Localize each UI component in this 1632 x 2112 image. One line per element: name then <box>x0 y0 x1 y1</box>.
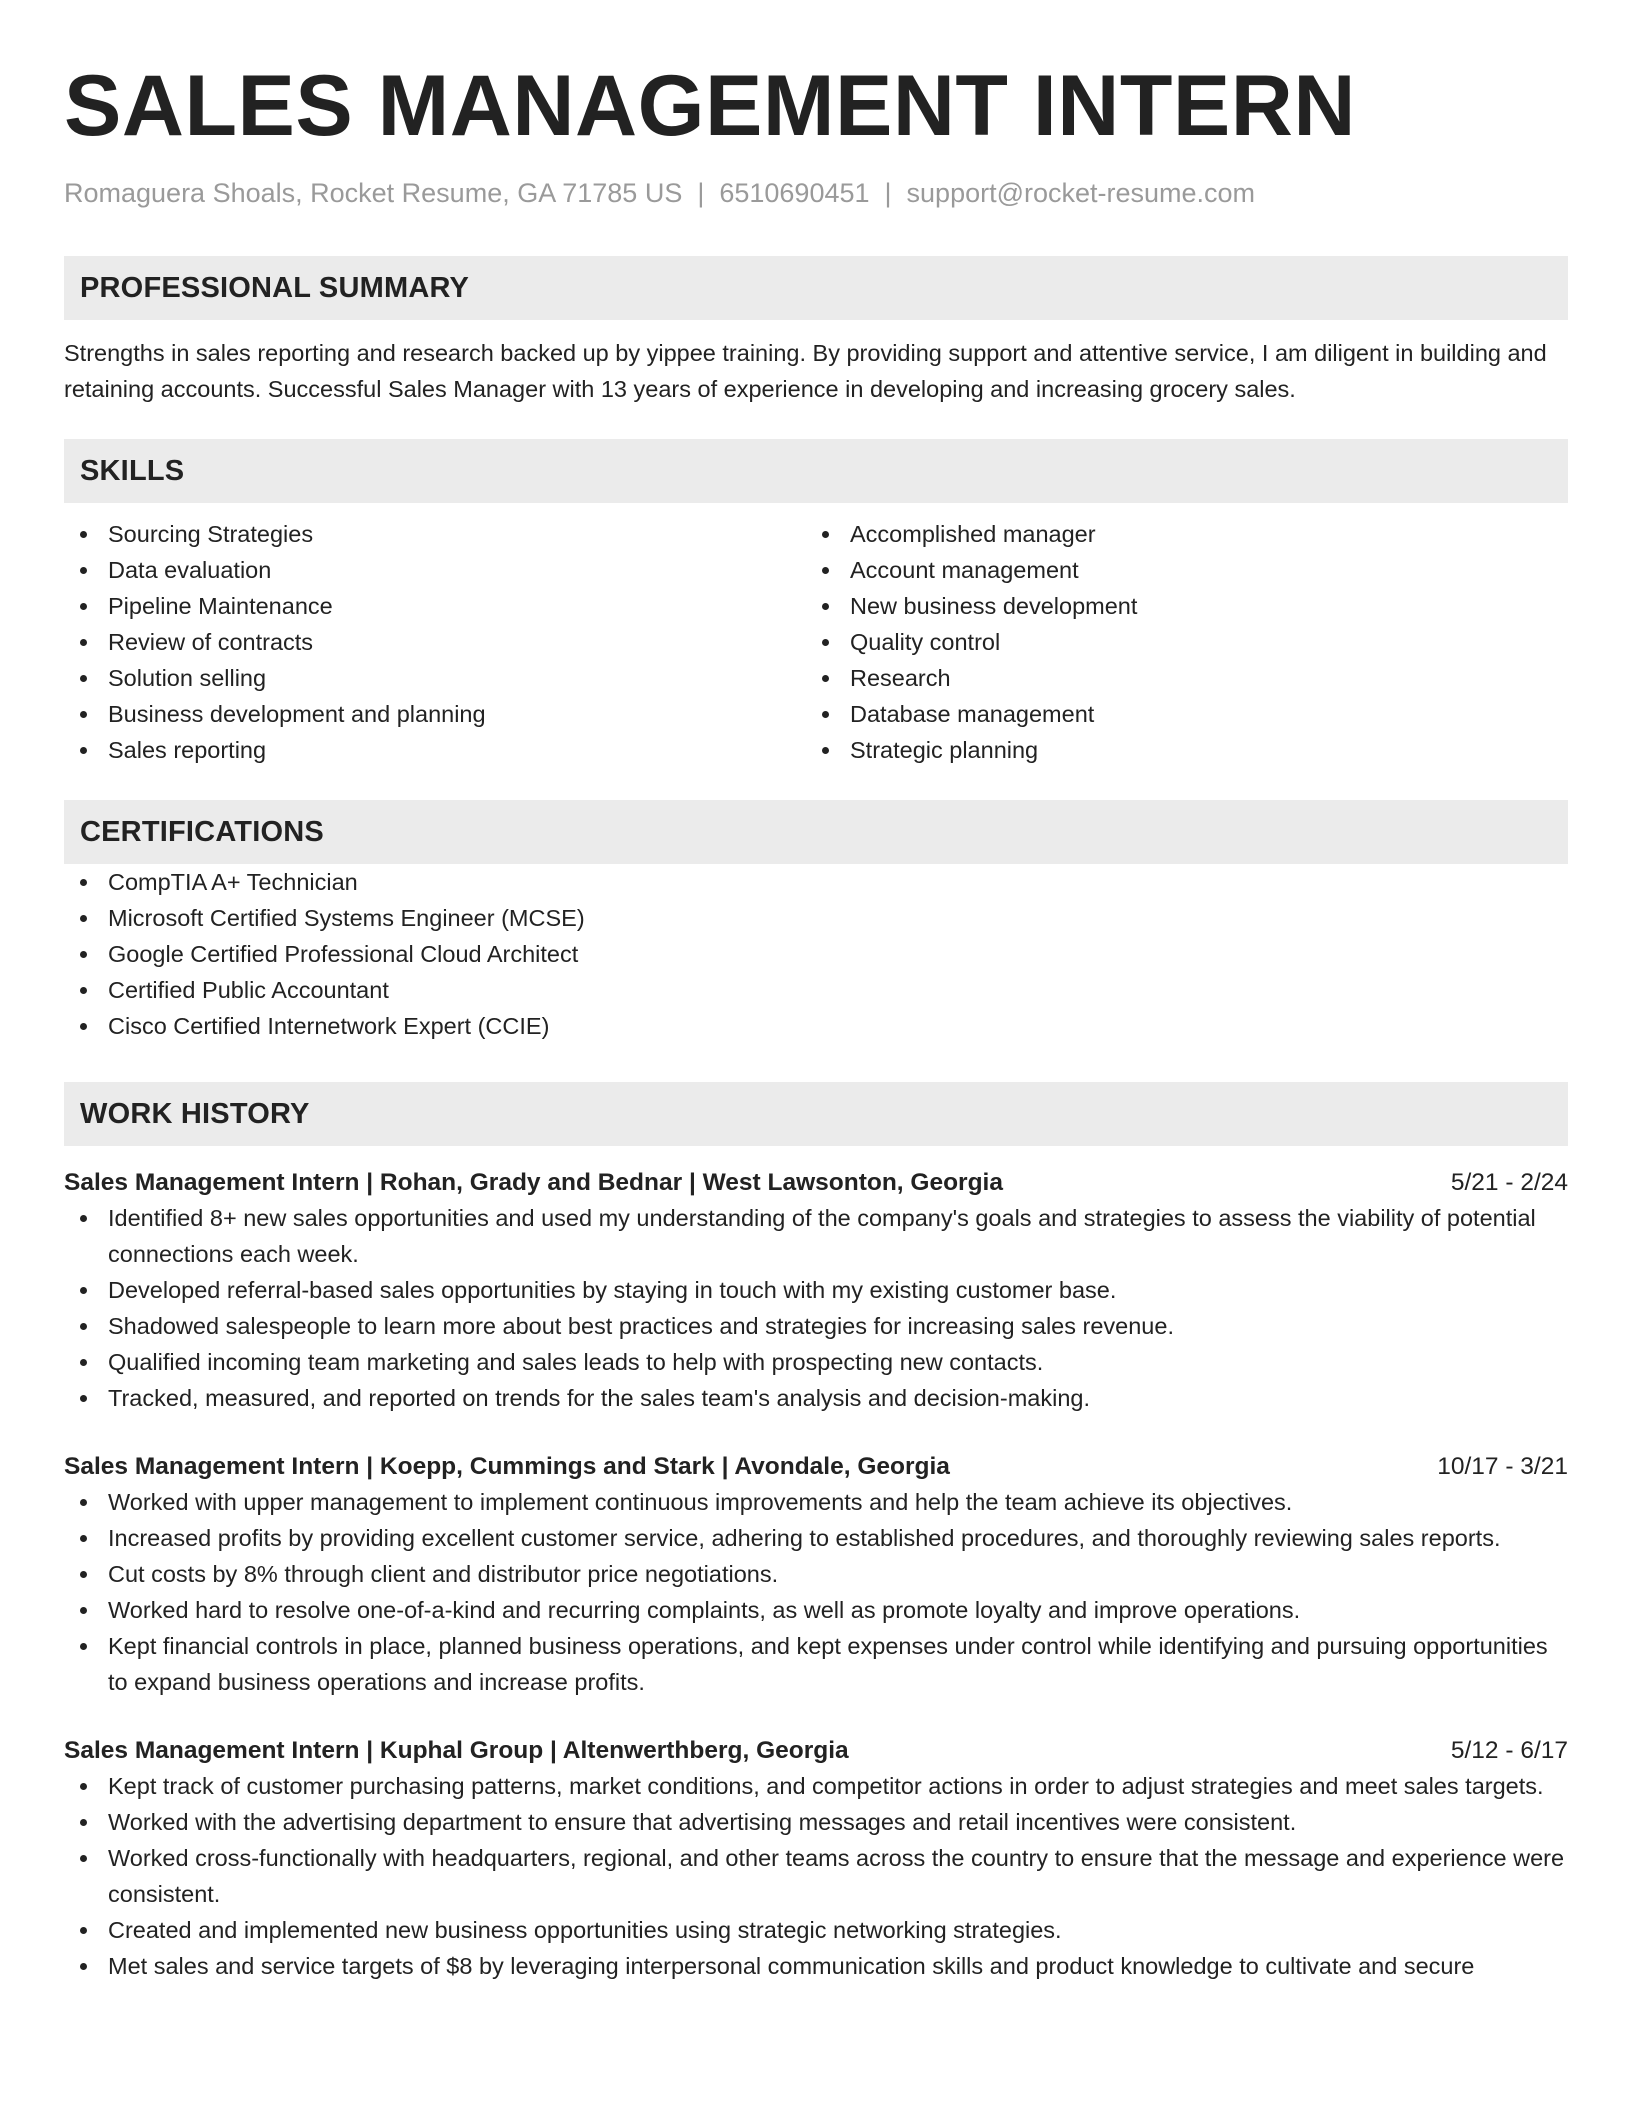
job-heading-row <box>64 1734 1568 1768</box>
job-heading: Sales Management Intern | Rohan, Grady and Bednar | West Lawsonton, Georgia <box>64 1169 1003 1196</box>
contact-separator: | <box>697 178 705 208</box>
job-entry <box>64 1734 1568 1984</box>
job-bullet: Increased profits by providing excellent customer service, adhering to established procedures, and thoroughly reviewing sales reports. <box>64 1520 1568 1556</box>
job-dates: 5/21 - 2/24 <box>1450 1169 1568 1196</box>
contact-email: support@rocket-resume.com <box>906 178 1256 208</box>
skills-column-left <box>64 516 806 768</box>
certification-item: Cisco Certified Internetwork Expert (CCIE) <box>64 1008 1568 1044</box>
job-bullet: Met sales and service targets of $8 by leveraging interpersonal communication skills and product knowledge to cultivate and secure <box>64 1948 1568 1984</box>
skills-list-left <box>64 516 806 768</box>
job-bullet: Kept financial controls in place, planned business operations, and kept expenses under control while identifying and pursuing opportunities to expand business operations and increase profits. <box>64 1628 1568 1700</box>
skill-item: Pipeline Maintenance <box>64 588 806 624</box>
job-bullet: Shadowed salespeople to learn more about best practices and strategies for increasing sales revenue. <box>64 1308 1568 1344</box>
job-bullet-list <box>64 1200 1568 1416</box>
job-dates: 5/12 - 6/17 <box>1450 1737 1568 1764</box>
skill-item: Solution selling <box>64 660 806 696</box>
skill-item: New business development <box>806 588 1548 624</box>
section-header-certifications: CERTIFICATIONS <box>64 800 1568 864</box>
job-bullet: Identified 8+ new sales opportunities and used my understanding of the company's goals and strategies to assess the viability of potential connections each week. <box>64 1200 1568 1272</box>
job-bullet: Worked hard to resolve one-of-a-kind and recurring complaints, as well as promote loyalty and improve operations. <box>64 1592 1568 1628</box>
resume-page <box>64 0 1568 1984</box>
skill-item: Business development and planning <box>64 696 806 732</box>
resume-name: SALES MANAGEMENT INTERN <box>64 58 1356 154</box>
job-bullet: Qualified incoming team marketing and sales leads to help with prospecting new contacts. <box>64 1344 1568 1380</box>
job-bullet: Cut costs by 8% through client and distributor price negotiations. <box>64 1556 1568 1592</box>
certification-item: CompTIA A+ Technician <box>64 864 1568 900</box>
certification-item: Certified Public Accountant <box>64 972 1568 1008</box>
contact-line <box>64 176 1568 210</box>
section-header-summary: PROFESSIONAL SUMMARY <box>64 256 1568 320</box>
skills-grid <box>64 516 1568 768</box>
skill-item: Quality control <box>806 624 1548 660</box>
job-heading-row <box>64 1166 1568 1200</box>
certification-item: Google Certified Professional Cloud Architect <box>64 936 1568 972</box>
job-bullet-list <box>64 1484 1568 1700</box>
job-bullet: Tracked, measured, and reported on trends for the sales team's analysis and decision-making. <box>64 1380 1568 1416</box>
skill-item: Account management <box>806 552 1548 588</box>
job-bullet: Worked with upper management to implement continuous improvements and help the team achieve its objectives. <box>64 1484 1568 1520</box>
contact-phone: 6510690451 <box>719 178 870 208</box>
job-bullet-list <box>64 1768 1568 1984</box>
skill-item: Strategic planning <box>806 732 1548 768</box>
skill-item: Accomplished manager <box>806 516 1548 552</box>
job-heading: Sales Management Intern | Kuphal Group | Altenwerthberg, Georgia <box>64 1737 849 1764</box>
section-header-skills: SKILLS <box>64 439 1568 503</box>
certifications-list <box>64 864 1568 1044</box>
job-dates: 10/17 - 3/21 <box>1437 1453 1568 1480</box>
job-bullet: Created and implemented new business opportunities using strategic networking strategies. <box>64 1912 1568 1948</box>
skill-item: Sales reporting <box>64 732 806 768</box>
skills-column-right <box>806 516 1548 768</box>
skill-item: Sourcing Strategies <box>64 516 806 552</box>
contact-address: Romaguera Shoals, Rocket Resume, GA 71785 US <box>64 178 683 208</box>
skill-item: Research <box>806 660 1548 696</box>
skill-item: Review of contracts <box>64 624 806 660</box>
job-entry <box>64 1166 1568 1416</box>
certification-item: Microsoft Certified Systems Engineer (MCSE) <box>64 900 1568 936</box>
job-bullet: Worked cross-functionally with headquarters, regional, and other teams across the country to ensure that the message and experience were consistent. <box>64 1840 1568 1912</box>
summary-text: Strengths in sales reporting and research backed up by yippee training. By providing support and attentive service, I am diligent in building and retaining accounts. Successful Sales Manager with 13 years of experience in developing and increasing grocery sales. <box>64 340 1547 402</box>
job-entry <box>64 1450 1568 1700</box>
section-header-work-history: WORK HISTORY <box>64 1082 1568 1146</box>
skill-item: Data evaluation <box>64 552 806 588</box>
job-heading-row <box>64 1450 1568 1484</box>
skill-item: Database management <box>806 696 1548 732</box>
job-bullet: Worked with the advertising department to ensure that advertising messages and retail incentives were consistent. <box>64 1804 1568 1840</box>
contact-separator: | <box>884 178 892 208</box>
job-bullet: Kept track of customer purchasing patterns, market conditions, and competitor actions in order to adjust strategies and meet sales targets. <box>64 1768 1568 1804</box>
job-bullet: Developed referral-based sales opportunities by staying in touch with my existing customer base. <box>64 1272 1568 1308</box>
job-heading: Sales Management Intern | Koepp, Cummings and Stark | Avondale, Georgia <box>64 1453 950 1480</box>
skills-list-right <box>806 516 1548 768</box>
